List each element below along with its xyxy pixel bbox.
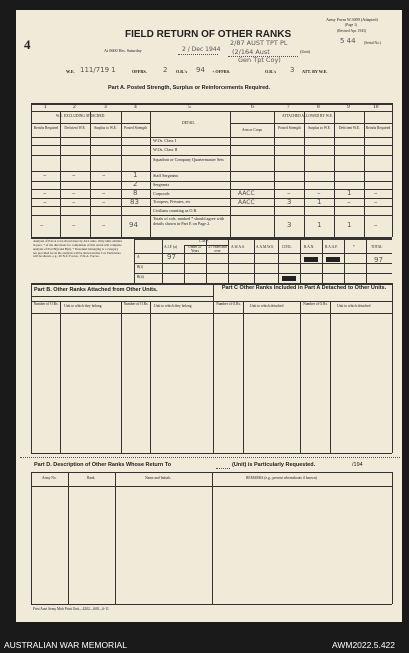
col-number-2: 2 (73, 104, 76, 110)
header-deficient: Deficient W.E. (64, 126, 86, 130)
cpl-arm-corps: AACC (238, 190, 255, 197)
col-number-6: 6 (251, 104, 254, 110)
archive-name: AUSTRALIAN WAR MEMORIAL (4, 640, 127, 650)
part-c-title: Part C Other Ranks Included in Part A Detached to Other Units. (221, 285, 387, 291)
cpl-posted: 8 (133, 189, 138, 197)
part-d-title: Part D. Description of Other Ranks Whose Return To (34, 462, 172, 468)
part-d-col-rank: Rank (87, 476, 95, 480)
header-att-reinfts: Reinfts Required (365, 126, 391, 130)
part-d-col-name: Name and Initials (145, 476, 171, 480)
analysis-col-total: TOTAL (371, 245, 383, 249)
staff-sgt-posted: 1 (133, 171, 138, 179)
total-att-reinfts: – (374, 221, 378, 229)
unit-handwritten-3: Gen Tpt Coy) (238, 56, 281, 64)
col-number-9: 9 (347, 104, 350, 110)
header-surplus: Surplus to W.E. (94, 126, 117, 130)
part-d-col-remarks: REMARKS (e.g., present whereabouts if known) (246, 476, 317, 480)
tpr-att-surplus: 1 (317, 198, 322, 206)
part-b-title: Part B. Other Ranks Attached from Other Units. (34, 287, 158, 293)
part-c-col-unit-2: Unit to which detached (337, 304, 371, 308)
corner-mark: 4 (24, 37, 31, 52)
analysis-col-raaf: R.A.A.F. (325, 245, 338, 249)
cpl-att-deficient: 1 (347, 189, 352, 197)
header-att-posted-strength: Posted Strength (278, 126, 301, 130)
printer-imprint: First Aust Army Mob Print Unit—4202—600—6-11 (33, 607, 109, 611)
plus-offrs-label: + OFFRS. (212, 69, 231, 74)
redaction-mark (282, 276, 296, 281)
staff-sgt-deficient: – (72, 171, 76, 179)
analysis-col-awas: A.W.A.S. (231, 245, 245, 249)
total-surplus: – (102, 221, 106, 229)
row-detail: Sergeants (153, 182, 170, 187)
cpl-att-surplus: – (317, 189, 321, 197)
page-number: (Page 1) (345, 23, 358, 27)
tpr-att-reinfts: – (374, 198, 378, 206)
part-d-title-date: /194 (352, 462, 363, 468)
cpl-deficient: – (72, 189, 76, 197)
part-b-col-number: Number of O.Rs. (33, 302, 59, 306)
total-att-surplus: 1 (317, 221, 322, 229)
detail-header: DETAIL (182, 121, 195, 125)
analysis-col-ran: R.A.N. (304, 245, 315, 249)
part-b-col-unit-2: Unit to which they belong (154, 304, 192, 308)
cpl-reinfts: – (43, 189, 47, 197)
row-detail: Troopers, Privates, etc (153, 199, 191, 204)
part-d-col-army-no: Army No. (42, 476, 57, 480)
row-detail: W.Os. Class II (153, 147, 178, 152)
col-number-1: 1 (44, 104, 47, 110)
header-posted-strength: Posted Strength (124, 126, 147, 130)
analysis-row-bi: B(i) (137, 265, 143, 269)
we-label: W.E. (66, 69, 75, 74)
col-number-7: 7 (287, 104, 290, 110)
tpr-surplus: – (102, 198, 106, 206)
offrs-handwritten: 2 (163, 66, 168, 74)
cpl-att-reinfts: – (374, 189, 378, 197)
att-by-we-label: ATT. BY W.E. (302, 69, 328, 74)
analysis-instructions: Analysis of Part A to be shown here by ALL units. Only units entitled in para. 7 of the directions for completion of this return will complete analysis of Part B(i) and B(ii). * Personnel belonging to a category not provided for in the analysis will be shown in this Col. Particulars will be shown, e.g., 20 N.Z. Forces, 15 R.A. Forces. (33, 239, 122, 259)
total-reinfts: – (40, 221, 44, 229)
ors2-handwritten: 3 (290, 66, 295, 74)
row-detail: Civilians counting as O.R. (153, 208, 198, 213)
analysis-col-aif: A.I.F. (a) (164, 245, 178, 249)
col-number-5: 5 (188, 104, 191, 110)
staff-sgt-surplus: – (102, 171, 106, 179)
tpr-att-deficient: – (347, 198, 351, 206)
form-reference: Army Form W.3009 (Adapted) (326, 17, 378, 22)
offrs-label: OFFRS. (132, 69, 147, 74)
analysis-col-aamws: A.A.M.W.S. (256, 245, 274, 249)
serial-label: (Serial No.) (364, 41, 381, 45)
cpl-att-posted: – (287, 189, 291, 197)
cmf-header: C.M.F. (199, 239, 209, 243)
form-page (16, 10, 402, 622)
part-d-title-middle: (Unit) is Particularly Requested. (232, 462, 316, 468)
unit-handwritten-1: 2/87 AUST TPT PL (230, 39, 288, 47)
part-c-col-number-2: Number of O.Rs. (303, 302, 328, 306)
total-att-posted: 3 (287, 221, 292, 229)
col-number-4: 4 (134, 104, 137, 110)
row-detail: Staff Sergeants (153, 173, 179, 178)
tpr-deficient: – (72, 198, 76, 206)
tpr-att-posted: 3 (287, 198, 292, 206)
part-b-col-number-2: Number of O.Rs. (123, 302, 149, 306)
row-detail: W.Os. Class I (153, 138, 176, 143)
total-att-deficient: 1 (347, 221, 352, 229)
form-title: FIELD RETURN OF OTHER RANKS (125, 29, 292, 40)
revision-note: (Revised Apr. 1943) (337, 29, 367, 33)
ors-handwritten: 94 (196, 66, 205, 74)
header-att-deficient: Deficient W.E. (338, 126, 361, 130)
we-handwritten: 111/719 1 (80, 66, 116, 74)
cpl-surplus: – (102, 189, 106, 197)
tpr-reinfts: – (43, 198, 47, 206)
analysis-col-under21: Under 21 Years (188, 245, 202, 253)
analysis-col-21over: 21 Years and over (208, 245, 227, 253)
row-detail: Squadron or Company Quartermaster Sets (153, 157, 224, 162)
ors2-label: O.R.'s (265, 69, 277, 74)
analysis-col-civil: CIVIL (282, 245, 292, 249)
header-arm-corps: Arm or Corps (242, 128, 262, 132)
analysis-row-bii: B(ii) (137, 275, 144, 279)
col-number-8: 8 (317, 104, 320, 110)
serial-number: 5 44 (340, 37, 356, 45)
redaction-mark (304, 257, 318, 262)
col-number-3: 3 (104, 104, 107, 110)
right-group-header: ATTACHED ALLOWED BY W.E. (282, 114, 333, 118)
totals-detail: Totals of cols. marked * should agree with details shown in Part E on Page 2. (153, 216, 225, 226)
analysis-a-aif: 97 (167, 253, 176, 261)
tpr-posted: 83 (130, 198, 139, 206)
analysis-col-star: * (353, 245, 355, 249)
header-att-surplus: Surplus to W.E. (308, 126, 331, 130)
ors-label: O.R.'s (176, 69, 188, 74)
date-handwritten: 2 / Dec 1944 (182, 46, 221, 53)
part-c-col-number: Number of O.Rs. (216, 302, 241, 306)
sgt-posted: 2 (133, 180, 138, 188)
at-time-label: At 0600 Hrs. Saturday (104, 48, 142, 53)
col-number-10: 10 (373, 104, 379, 110)
archive-id: AWM2022.5.422 (332, 640, 395, 650)
header-reinfts-required: Reinfts Required (33, 126, 59, 130)
part-b-col-unit: Unit to which they belong (64, 304, 102, 308)
total-deficient: – (72, 221, 76, 229)
analysis-row-a: A (137, 255, 140, 259)
analysis-a-total: 97 (374, 256, 383, 264)
left-group-header: W.E. EXCLUDING ATTACHED (56, 114, 105, 118)
tpr-arm-corps: AACC (238, 199, 255, 206)
total-posted: 94 (129, 221, 138, 229)
row-detail: Corporals (153, 191, 170, 196)
part-c-col-unit: Unit to which detached (250, 304, 284, 308)
unit-handwritten-2: (2/164 Aust (232, 48, 270, 56)
staff-sgt-reinfts: – (43, 171, 47, 179)
unit-label: (Unit) (300, 49, 311, 54)
part-a-title: Part A. Posted Strength, Surplus or Reinforcements Required. (108, 85, 271, 91)
redaction-mark (326, 257, 340, 262)
